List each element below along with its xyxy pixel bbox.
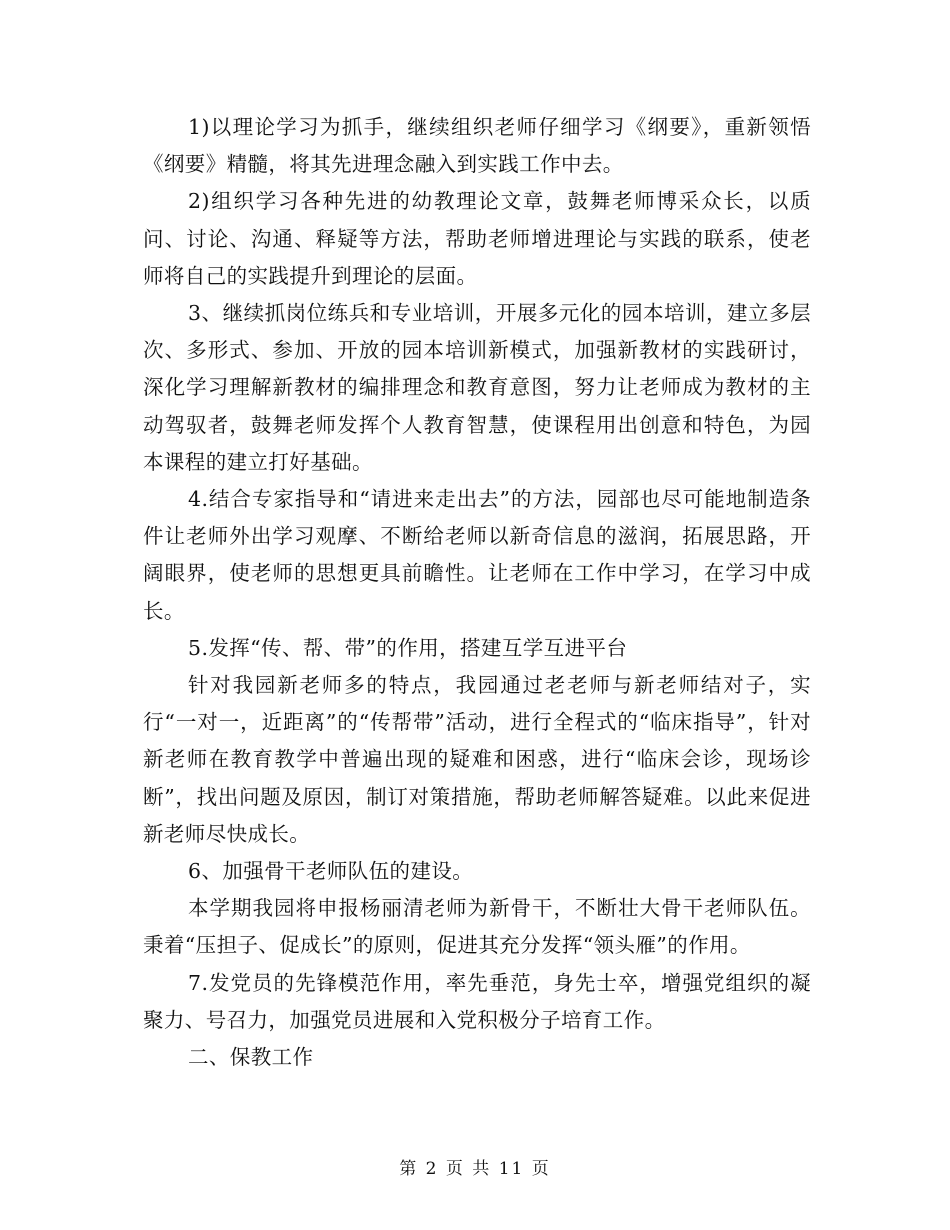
document-body	[143, 109, 811, 1076]
paragraph-preschool-articles: 2)组织学习各种先进的幼教理论文章，鼓舞老师博采众长，以质问、讨论、沟通、释疑等方法，帮助老师增进理论与实践的联系，使老师将自己的实践提升到理论的层面。	[143, 189, 811, 288]
paragraph-mentoring: 针对我园新老师多的特点，我园通过老老师与新老师结对子，实行“一对一，近距离”的“传帮带”活动，进行全程式的“临床指导”，针对新老师在教育教学中普遍出现的疑难和困惑，进行“临床会诊，现场诊断”，找出问题及原因，制订对策措施，帮助老师解答疑难。以此来促进新老师尽快成长。	[143, 673, 811, 846]
section-heading-care-education: 二、保教工作	[188, 1045, 314, 1070]
paragraph-theory-study: 1)以理论学习为抓手，继续组织老师仔细学习《纲要》，重新领悟《纲要》精髓，将其先进理念融入到实践工作中去。	[143, 115, 811, 177]
paragraph-party-members: 7.发党员的先锋模范作用，率先垂范，身先士卒，增强党组织的凝聚力、号召力，加强党员进展和入党积极分子培育工作。	[143, 970, 811, 1032]
paragraph-backbone-heading: 6、加强骨干老师队伍的建设。	[188, 859, 474, 884]
paragraph-training: 3、继续抓岗位练兵和专业培训，开展多元化的园本培训，建立多层次、多形式、参加、开放的园本培训新模式，加强新教材的实践研讨，深化学习理解新教材的编排理念和教育意图，努力让老师成为教材的主动驾驭者，鼓舞老师发挥个人教育智慧，使课程用出创意和特色，为园本课程的建立打好基础。	[143, 301, 811, 474]
paragraph-mentoring-heading: 5.发挥“传、帮、带”的作用，搭建互学互进平台	[188, 635, 628, 660]
paragraph-experts: 4.结合专家指导和“请进来走出去”的方法，园部也尽可能地制造条件让老师外出学习观摩、不断给老师以新奇信息的滋润，拓展思路，开阔眼界，使老师的思想更具前瞻性。让老师在工作中学习，在学习中成长。	[143, 487, 811, 623]
page-footer	[0, 1154, 950, 1179]
paragraph-backbone: 本学期我园将申报杨丽清老师为新骨干，不断壮大骨干老师队伍。秉着“压担子、促成长”的原则，促进其充分发挥“领头雁”的作用。	[143, 896, 811, 958]
page-number: 第 2 页 共 11 页	[399, 1159, 551, 1179]
